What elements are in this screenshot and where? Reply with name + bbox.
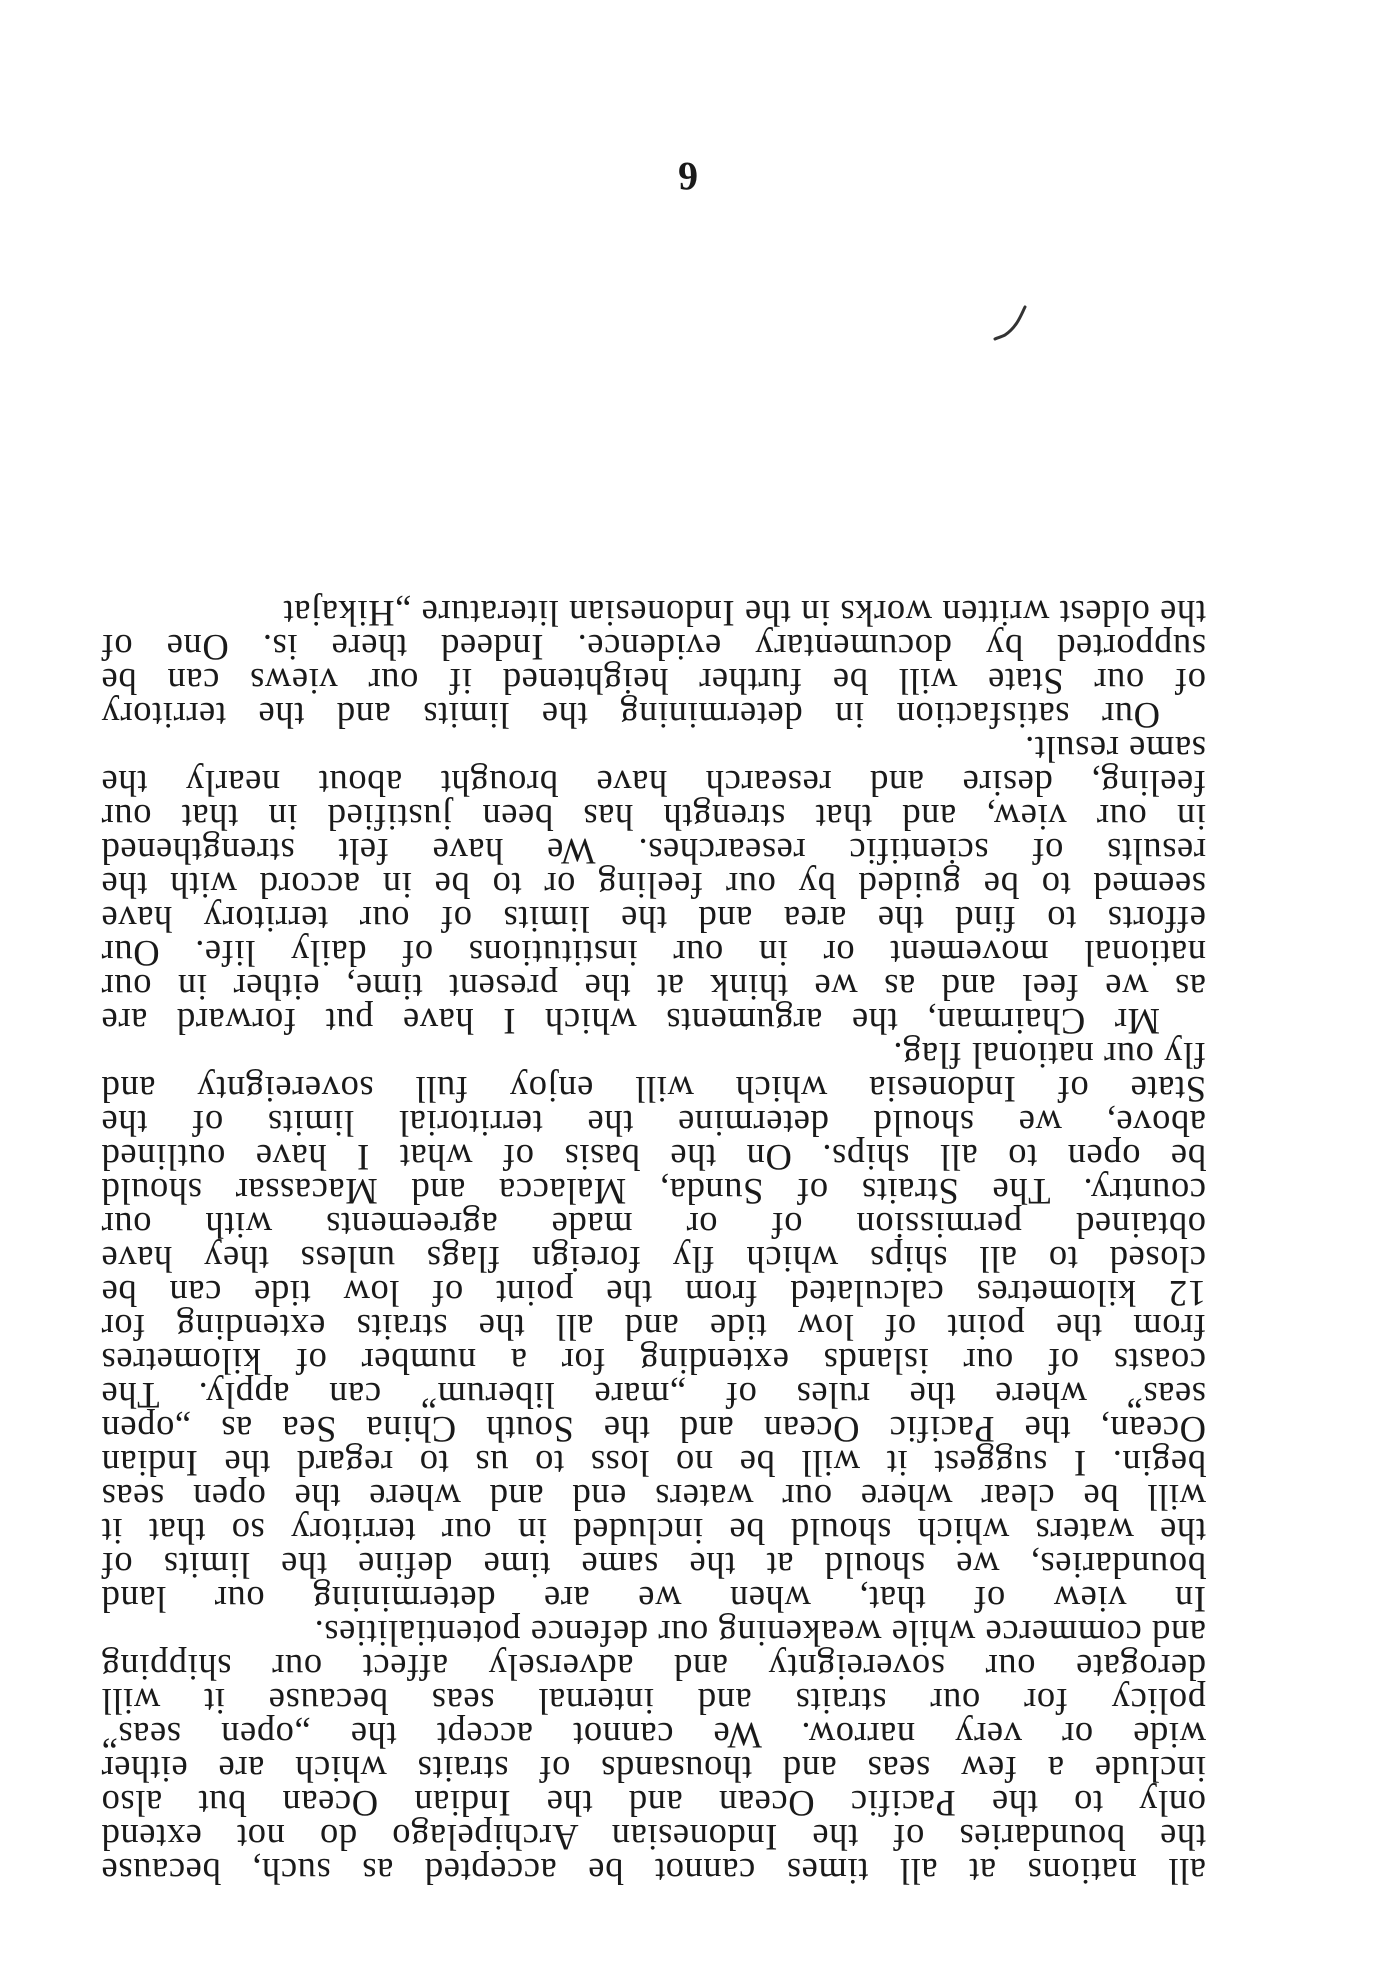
text-line: State of Indonesia which will enjoy full sovereignty and — [101, 1069, 1206, 1110]
text-line: and commerce while weakening our defence potentialities. — [313, 1613, 1206, 1654]
text-line: the boundaries of the Indonesian Archipelago do not extend — [101, 1817, 1206, 1858]
text-line: in our view, and that strength has been justified in that our — [101, 797, 1206, 838]
text-line: seemed to be guided by our feeling or to be in accord with the — [101, 865, 1206, 906]
text-line: only to the Pacific Ocean and the Indian Ocean but also — [101, 1783, 1206, 1824]
text-line: feeling, desire and research have brought about nearly the — [101, 763, 1206, 804]
text-line: closed to all ships which fly foreign flags unless they have — [101, 1239, 1206, 1280]
text-line: be open to all ships. On the basis of what I have outlined — [101, 1137, 1206, 1178]
pencil-stroke-icon — [991, 295, 1031, 355]
text-line: seas” where the rules of „mare liberum” can apply. The — [101, 1375, 1206, 1416]
text-line: Mr Chairman, the arguments which I have put forward are — [101, 1001, 1160, 1042]
text-line: Our satisfaction in determining the limits and the territory — [101, 695, 1160, 736]
text-line: same result. — [1024, 729, 1206, 770]
text-line: begin. I suggest it will be no loss to us to regard the Indian — [101, 1443, 1206, 1484]
paragraph — [101, 1035, 1206, 1620]
text-line: policy for our straits and internal seas because it will — [101, 1681, 1206, 1722]
text-line: all nations at all times cannot be accepted as such, because — [101, 1851, 1206, 1892]
text-line: Ocean, the Pacific Ocean and the South China Sea as „open — [101, 1409, 1206, 1450]
text-line: wide or very narrow. We cannot accept the „open seas” — [101, 1715, 1206, 1756]
text-line: of our State will be further heightened if our views can be — [101, 661, 1206, 702]
text-line: efforts to find the area and the limits of our territory have — [101, 899, 1206, 940]
text-line: coasts of our islands extending for a number of kilometres — [101, 1341, 1206, 1382]
text-line: the oldest written works in the Indonesian literature „Hikajat — [282, 593, 1206, 634]
text-line: national movement or in our institutions of daily life. Our — [101, 933, 1206, 974]
text-line: will be clear where our waters end and where the open seas — [101, 1477, 1206, 1518]
text-line: 12 kilometres calculated from the point of low tide can be — [101, 1273, 1206, 1314]
text-line: the waters which should be included in our territory so that it — [101, 1511, 1206, 1552]
text-line: obtained permission of or made agreements with our — [101, 1205, 1206, 1246]
text-line: include a few seas and thousands of straits which are either — [101, 1749, 1206, 1790]
text-line: In view of that, when we are determining our land — [101, 1579, 1206, 1620]
text-line: derogate our sovereignty and adversely affect our shipping — [101, 1647, 1206, 1688]
paragraph — [101, 729, 1206, 1042]
paragraph — [101, 593, 1206, 736]
body-text — [101, 593, 1206, 1892]
paragraph — [101, 1613, 1206, 1892]
page-number: 6 — [678, 154, 698, 199]
text-line: country. The Straits of Sunda, Malacca and Macassar should — [101, 1171, 1206, 1212]
text-line: supported by documentary evidence. Indeed there is. One of — [101, 627, 1206, 668]
text-line: above, we should determine the territorial limits of the — [101, 1103, 1206, 1144]
text-line: as we feel and as we think at the present time, either in our — [101, 967, 1206, 1008]
text-line: boundaries, we should at the same time define the limits of — [101, 1545, 1206, 1586]
text-line: from the point of low tide and all the straits extending for — [101, 1307, 1206, 1348]
text-line: fly our national flag. — [892, 1035, 1206, 1076]
text-line: results of scientific researches. We have felt strengthened — [101, 831, 1206, 872]
